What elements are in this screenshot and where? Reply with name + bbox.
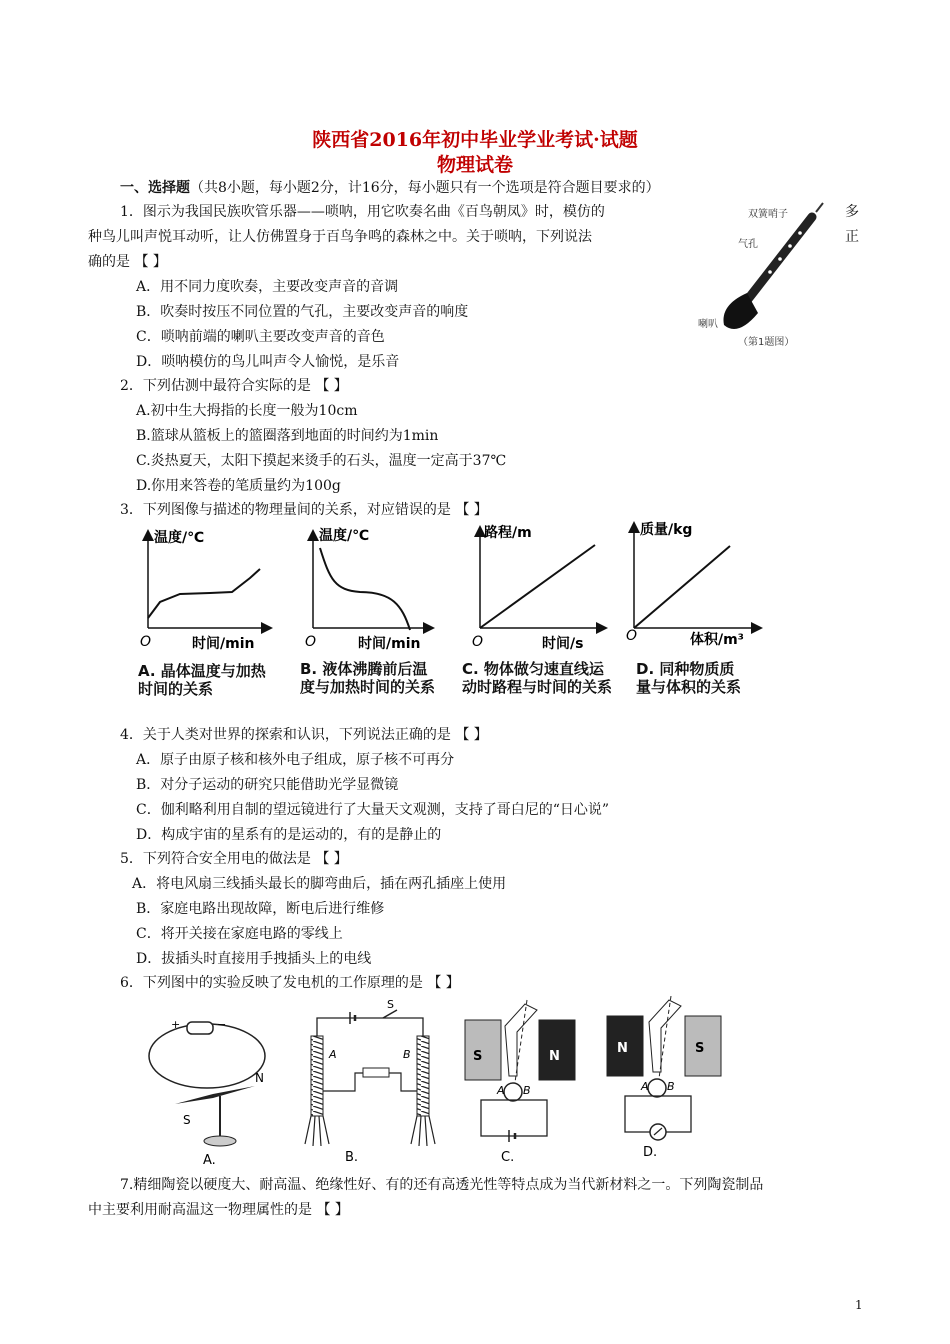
compass-needle [175, 1086, 255, 1104]
fig6-c-caption: C. [501, 1150, 515, 1165]
electromagnet-b [417, 1036, 429, 1116]
fig6-b-s: S [387, 998, 394, 1011]
exam-title: 陕西省2016年初中毕业学业考试·试题 [312, 129, 638, 151]
q2-option-b: B.篮球从篮板上的篮圈落到地面的时间约为1min [136, 428, 439, 444]
electromagnet-a [311, 1036, 323, 1116]
graph-c-origin: O [472, 634, 484, 650]
q4-option-b: B．对分子运动的研究只能借助光学显微镜 [136, 777, 399, 793]
q5-option-c: C．将开关接在家庭电路的零线上 [136, 926, 343, 942]
graph-c-ylabel: 路程/m [484, 525, 532, 541]
magnet-s [465, 1020, 501, 1080]
stand-base [204, 1136, 236, 1146]
graph-c-caption: C. 物体做匀速直线运动时路程与时间的关系 [462, 660, 613, 696]
coil-c [505, 1004, 537, 1076]
graph-a-origin: O [140, 634, 152, 650]
graph-a-ylabel: 温度/℃ [154, 530, 205, 546]
q4-stem: 4．关于人类对世界的探索和认识，下列说法正确的是 【 】 [120, 727, 488, 743]
q5-stem: 5．下列符合安全用电的做法是 【 】 [120, 851, 348, 867]
q6-figures [145, 996, 745, 1171]
section-note: （共8小题，每小题2分，计16分，每小题只有一个选项是符合题目要求的） [190, 180, 660, 196]
page-number: 1 [855, 1298, 863, 1312]
switch [383, 1010, 397, 1018]
q2-option-d: D.你用来答卷的笔质量约为100g [136, 478, 341, 494]
pins-b [411, 1116, 435, 1146]
commutator-c [504, 1083, 522, 1101]
pins-a [305, 1116, 329, 1146]
graph-b-caption: B. 液体沸腾前后温度与加热时间的关系 [300, 660, 436, 696]
graph-b-origin: O [305, 634, 317, 650]
graph-c-xlabel: 时间/s [542, 636, 584, 652]
q1-option-c: C．唢呐前端的喇叭主要改变声音的音色 [136, 329, 385, 345]
q6-stem: 6．下列图中的实验反映了发电机的工作原理的是 【 】 [120, 975, 460, 991]
fig6-a [149, 1018, 265, 1168]
air-hole-dot [778, 257, 782, 261]
q3-stem: 3．下列图像与描述的物理量间的关系，对应错误的是 【 】 [120, 502, 488, 518]
q5-option-b: B．家庭电路出现故障，断电后进行维修 [136, 901, 385, 917]
hole-label: 气孔 [738, 239, 758, 250]
suona-body [745, 217, 812, 303]
commutator-d [648, 1079, 666, 1097]
fig6-b [305, 998, 435, 1165]
graph-a-caption: A. 晶体温度与加热时间的关系 [138, 662, 266, 698]
section-heading-row [120, 178, 660, 198]
section-heading: 一、选择题 [120, 180, 190, 196]
graph-b-xlabel: 时间/min [358, 636, 421, 652]
circuit-c [481, 1100, 547, 1136]
q4-option-a: A．原子由原子核和核外电子组成，原子核不可再分 [136, 752, 455, 768]
graph-d [626, 521, 760, 648]
fig6-d-b: B [667, 1080, 675, 1093]
q1-line2-end: 正 [845, 229, 859, 245]
exam-subtitle: 物理试卷 [436, 154, 513, 176]
minus-sign: − [217, 1018, 227, 1031]
fig6-a-s: S [183, 1113, 191, 1127]
q1-option-b: B．吹奏时按压不同位置的气孔，主要改变声音的响度 [136, 304, 469, 320]
fig6-b-b: B [403, 1048, 411, 1061]
graph-c-line [480, 545, 595, 628]
q3-graphs [130, 520, 820, 660]
air-hole-dot [768, 270, 772, 274]
suona-reed [816, 203, 823, 212]
graph-a-curve [148, 569, 260, 618]
graph-d-caption: D. 同种物质质量与体积的关系 [636, 660, 742, 696]
q2-stem: 2．下列估测中最符合实际的是 【 】 [120, 378, 348, 394]
air-hole-dot [788, 244, 792, 248]
q4-option-d: D．构成宇宙的星系有的是运动的，有的是静止的 [136, 827, 442, 843]
fig6-d-n: N [617, 1041, 628, 1056]
fig6-a-caption: A. [203, 1153, 216, 1168]
q1-option-a: A．用不同力度吹奏，主要改变声音的音调 [136, 279, 399, 295]
reed-label: 双簧哨子 [748, 209, 788, 220]
graph-d-line [634, 546, 730, 628]
q7-line1: 7.精细陶瓷以硬度大、耐高温、绝缘性好、有的还有高透光性等特点成为当代新材料之一。下列陶瓷制品 [120, 1177, 764, 1193]
q1-line3: 确的是 【 】 [88, 254, 167, 270]
circuit-wire [317, 1018, 423, 1046]
q1-line1-end: 多 [845, 204, 859, 220]
fig6-d-s: S [695, 1041, 705, 1056]
graph-b [305, 527, 432, 652]
air-hole-dot [798, 231, 802, 235]
coil-d [649, 1000, 681, 1072]
q7-line2: 中主要利用耐高温这一物理属性的是 【 】 [88, 1202, 349, 1218]
fig6-c-a: A [497, 1084, 505, 1097]
graph-b-curve [320, 548, 410, 630]
q2-option-c: C.炎热夏天，太阳下摸起来烫手的石头，温度一定高于37℃ [136, 453, 507, 469]
fig6-b-caption: B. [345, 1150, 359, 1165]
fig6-d-caption: D. [643, 1145, 658, 1160]
graph-b-ylabel: 温度/℃ [319, 528, 370, 544]
graph-a [140, 529, 270, 652]
horn-label: 喇叭 [698, 319, 718, 330]
fig6-b-a: A [329, 1048, 337, 1061]
suona-figure [690, 195, 840, 355]
q1-line1: 1．图示为我国民族吹管乐器——唢呐，用它吹奏名曲《百鸟朝凤》时，模仿的 [120, 204, 605, 220]
fig6-c-s: S [473, 1049, 483, 1064]
q1-line2: 种鸟儿叫声悦耳动听，让人仿佛置身于百鸟争鸣的森林之中。关于唢呐，下列说法 [88, 229, 592, 245]
fig6-c-n: N [549, 1049, 560, 1064]
fig6-c-b: B [523, 1084, 531, 1097]
graph-c [472, 524, 605, 652]
graph-d-ylabel: 质量/kg [640, 522, 693, 538]
fig6-d-a: A [641, 1080, 649, 1093]
q1-option-d: D．唢呐模仿的鸟儿叫声令人愉悦，是乐音 [136, 354, 400, 370]
fig6-a-n: N [255, 1071, 264, 1085]
graph-d-xlabel: 体积/m³ [690, 632, 744, 648]
q2-option-a: A.初中生大拇指的长度一般为10cm [136, 403, 358, 419]
graph-a-xlabel: 时间/min [192, 636, 255, 652]
q5-option-a: A．将电风扇三线插头最长的脚弯曲后，插在两孔插座上使用 [132, 876, 507, 892]
rheostat [363, 1068, 389, 1077]
graph-d-origin: O [626, 628, 638, 644]
fig6-d [607, 996, 721, 1160]
battery [187, 1022, 213, 1034]
q4-option-c: C．伽利略利用自制的望远镜进行了大量天文观测，支持了哥白尼的“日心说” [136, 802, 610, 818]
plus-sign: + [171, 1018, 181, 1031]
fig6-c [465, 1000, 575, 1165]
q5-option-d: D．拔插头时直接用手拽插头上的电线 [136, 951, 372, 967]
fig1-caption: （第1题图） [738, 337, 795, 348]
